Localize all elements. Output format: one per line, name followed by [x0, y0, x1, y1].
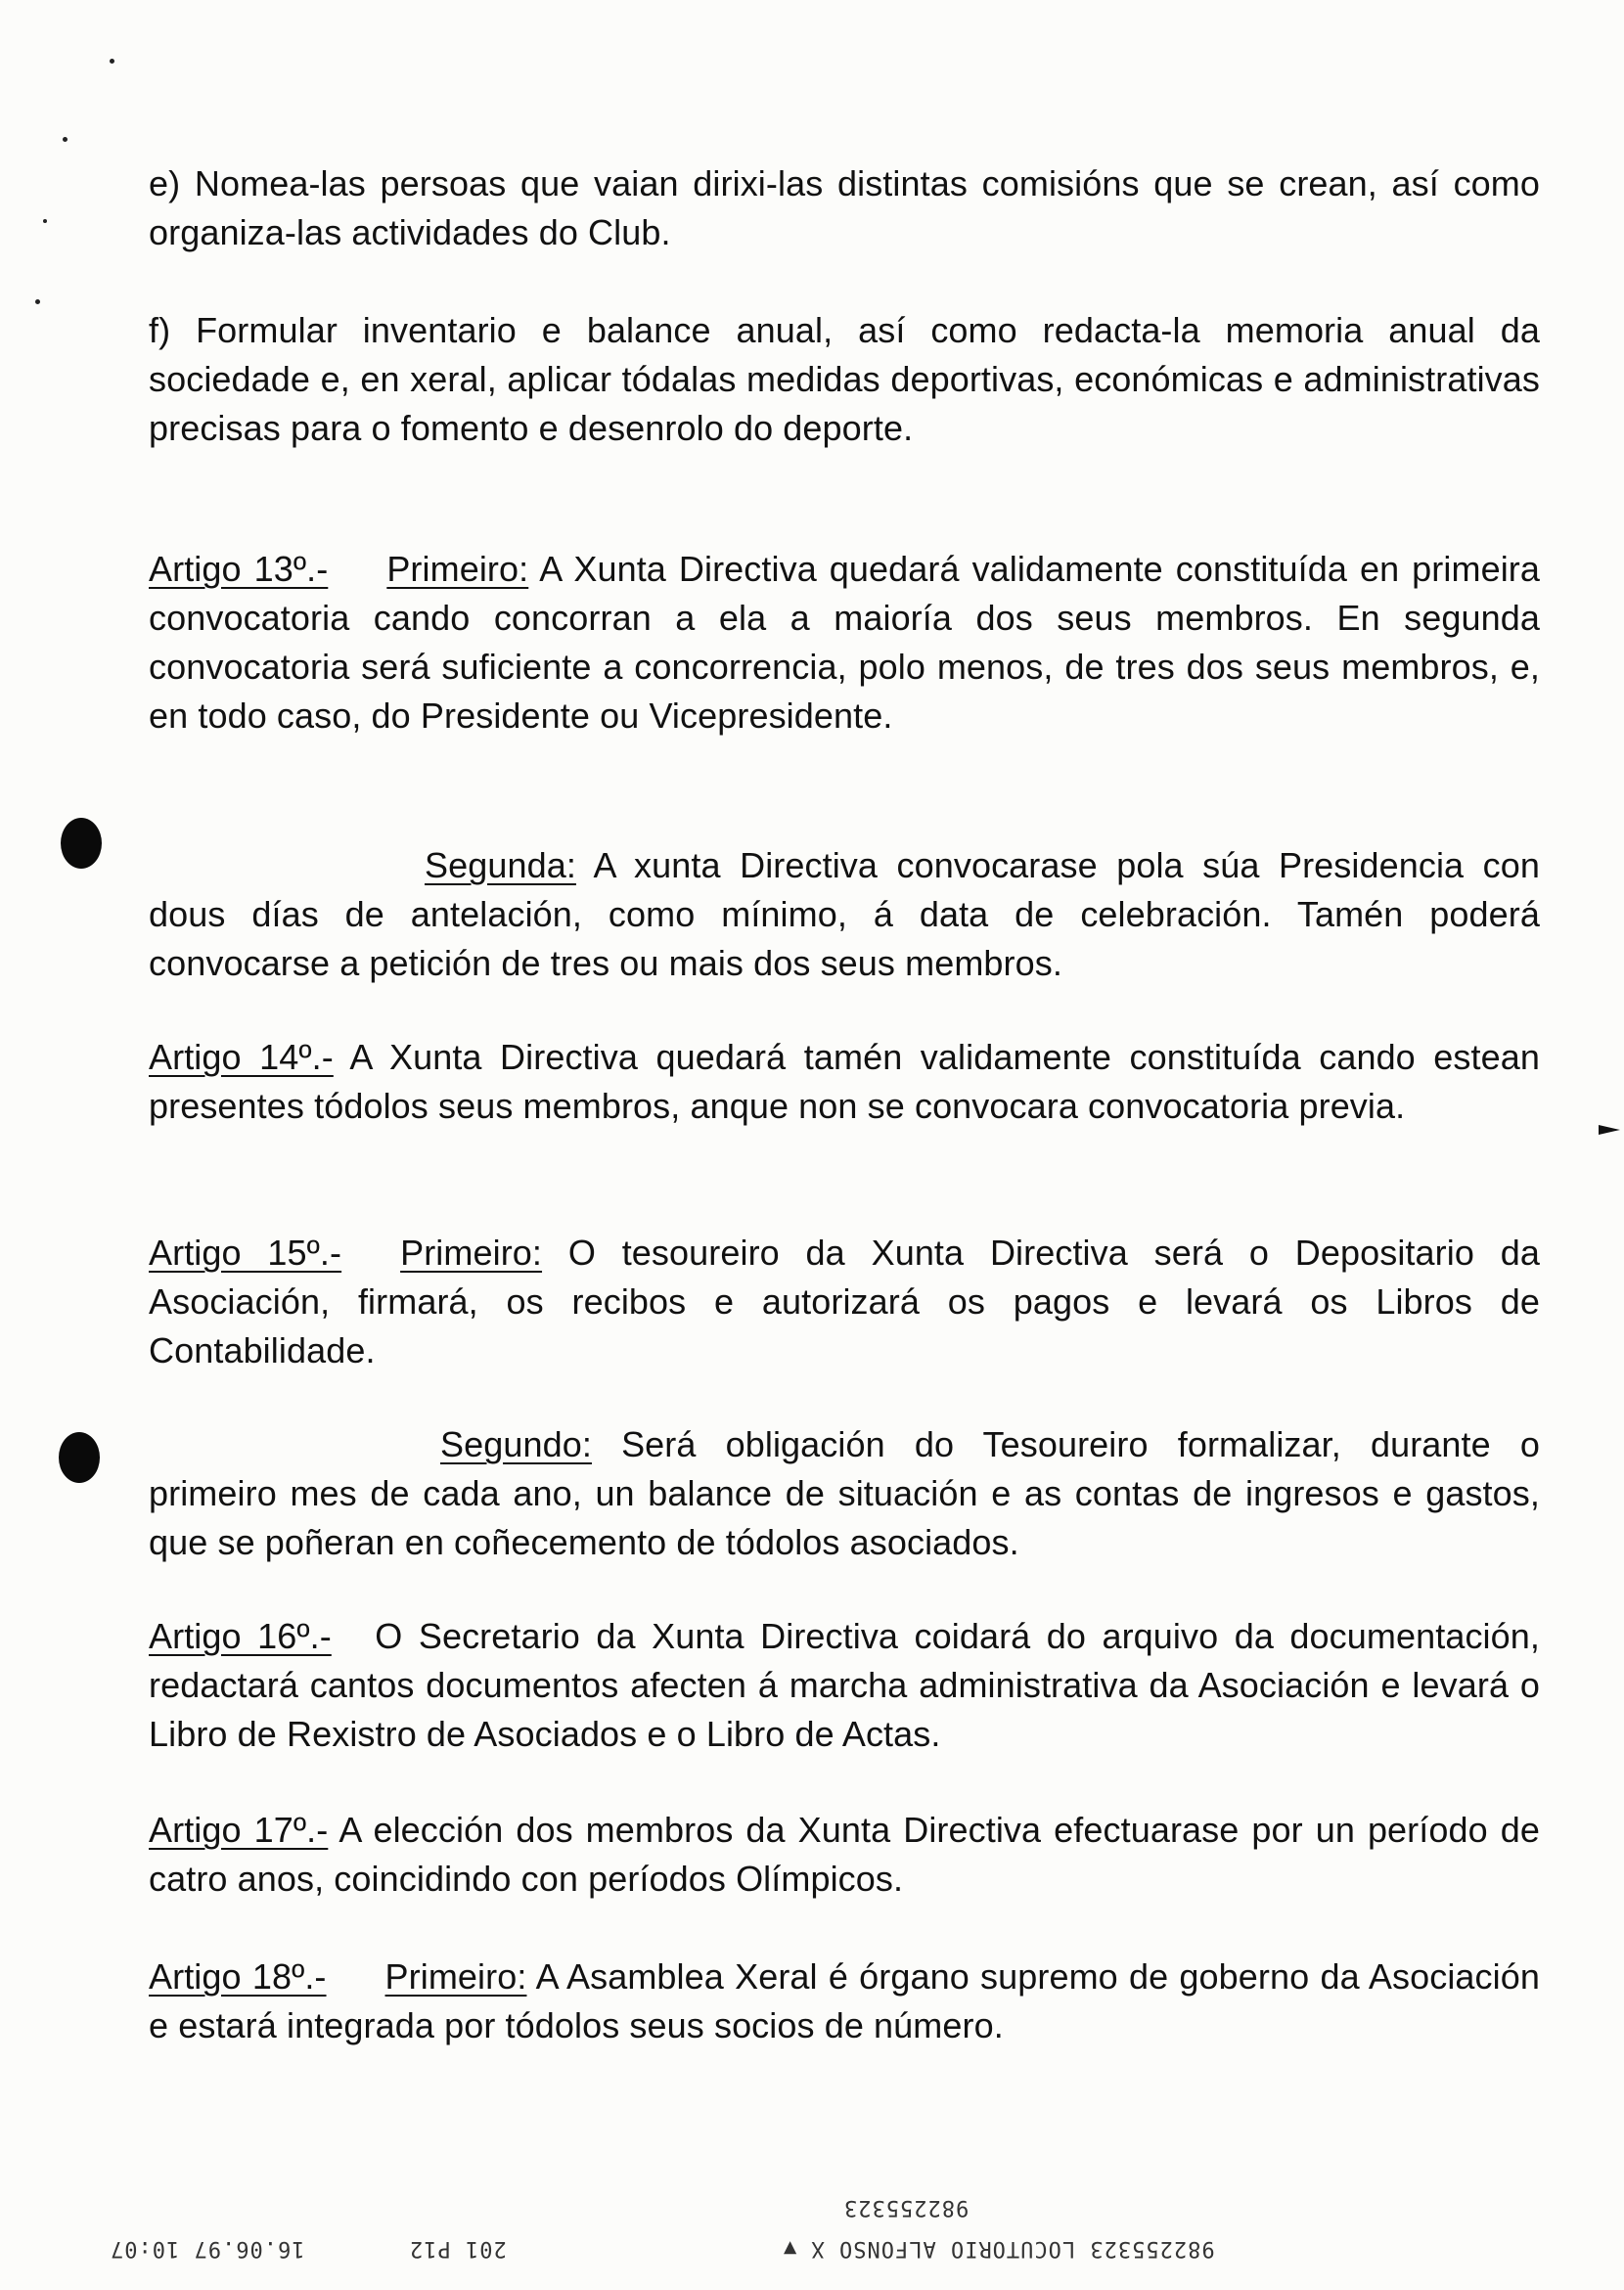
article-16-text: O Secretario da Xunta Directiva coidará do arquivo da documentación, redactará cantos documentos afecten á marcha administrativa da Asociación e levará o Libro de Rexistro de Asociados e o Libro de Actas.	[149, 1616, 1540, 1754]
article-15-label-second: Segundo:	[440, 1424, 592, 1464]
fax-datetime: 16.06.97 10:07	[110, 2236, 305, 2261]
article-17-text: A elección dos membros da Xunta Directiva efectuarase por un período de catro anos, coincidindo con períodos Olímpicos.	[149, 1810, 1540, 1899]
punch-hole	[61, 818, 102, 869]
scan-speck	[35, 299, 40, 304]
article-18-heading: Artigo 18º.-	[149, 1956, 327, 1997]
article-15-first	[149, 1229, 1540, 1375]
article-15-heading: Artigo 15º.-	[149, 1233, 342, 1273]
punch-hole	[59, 1432, 100, 1483]
article-13-first	[149, 545, 1540, 741]
article-13-second	[149, 841, 1540, 988]
article-16	[149, 1612, 1540, 1759]
article-16-heading: Artigo 16º.-	[149, 1616, 332, 1656]
fax-sender-line: 982255323 LOCUTORIO ALFONSO X ▼	[783, 2236, 1215, 2261]
scan-speck	[110, 59, 114, 64]
article-13-text-second: A xunta Directiva convocarase pola súa Presidencia con dous días de antelación, como mínimo, á data de celebración. Tamén poderá convocarse a petición de tres ou mais dos seus membros.	[149, 845, 1540, 983]
article-13-label-first: Primeiro:	[386, 549, 529, 589]
article-14-heading: Artigo 14º.-	[149, 1037, 334, 1077]
article-13-heading: Artigo 13º.-	[149, 549, 329, 589]
article-13-label-second: Segunda:	[425, 845, 576, 885]
article-13-text-first: A Xunta Directiva quedará validamente constituída en primeira convocatoria cando concorran a ela a maioría dos seus membros. En segunda convocatoria será suficiente a concorrencia, polo menos, de tres dos seus membros, e, en todo caso, do Presidente ou Vicepresidente.	[149, 549, 1541, 736]
article-18-text-first: A Asamblea Xeral é órgano supremo de goberno da Asociación e estará integrada por tódolos seus socios de número.	[149, 1956, 1540, 2045]
article-15-text-first: O tesoureiro da Xunta Directiva será o Depositario da Asociación, firmará, os recibos e autorizará os pagos e levará os Libros de Contabilidade.	[149, 1233, 1540, 1370]
article-15-second	[149, 1420, 1540, 1567]
edge-mark-icon	[1599, 1125, 1620, 1135]
article-18	[149, 1953, 1540, 2050]
article-18-label-first: Primeiro:	[384, 1956, 527, 1997]
fax-number-top: 982255323	[843, 2195, 970, 2220]
fax-page: 201 P12	[409, 2236, 507, 2261]
article-14	[149, 1033, 1540, 1131]
article-17	[149, 1806, 1540, 1904]
paragraph-f: f) Formular inventario e balance anual, así como redacta-la memoria anual da sociedade e, en xeral, aplicar tódalas medidas deportivas, económicas e administrativas precisas para o fomento e desenrolo do deporte.	[149, 310, 1540, 448]
article-15-text-second: Será obligación do Tesoureiro formalizar, durante o primeiro mes de cada ano, un balance de situación e as contas de ingresos e gastos, que se poñeran en coñecemento de tódolos asociados.	[149, 1424, 1540, 1562]
article-17-heading: Artigo 17º.-	[149, 1810, 329, 1850]
scan-speck	[43, 219, 47, 223]
scan-speck	[63, 137, 68, 142]
paragraph-e: e) Nomea-las persoas que vaian dirixi-las distintas comisións que se crean, así como organiza-las actividades do Club.	[149, 163, 1540, 252]
article-14-text: A Xunta Directiva quedará tamén validamente constituída cando estean presentes tódolos seus membros, anque non se convocara convocatoria previa.	[149, 1037, 1540, 1126]
article-15-label-first: Primeiro:	[400, 1233, 543, 1273]
